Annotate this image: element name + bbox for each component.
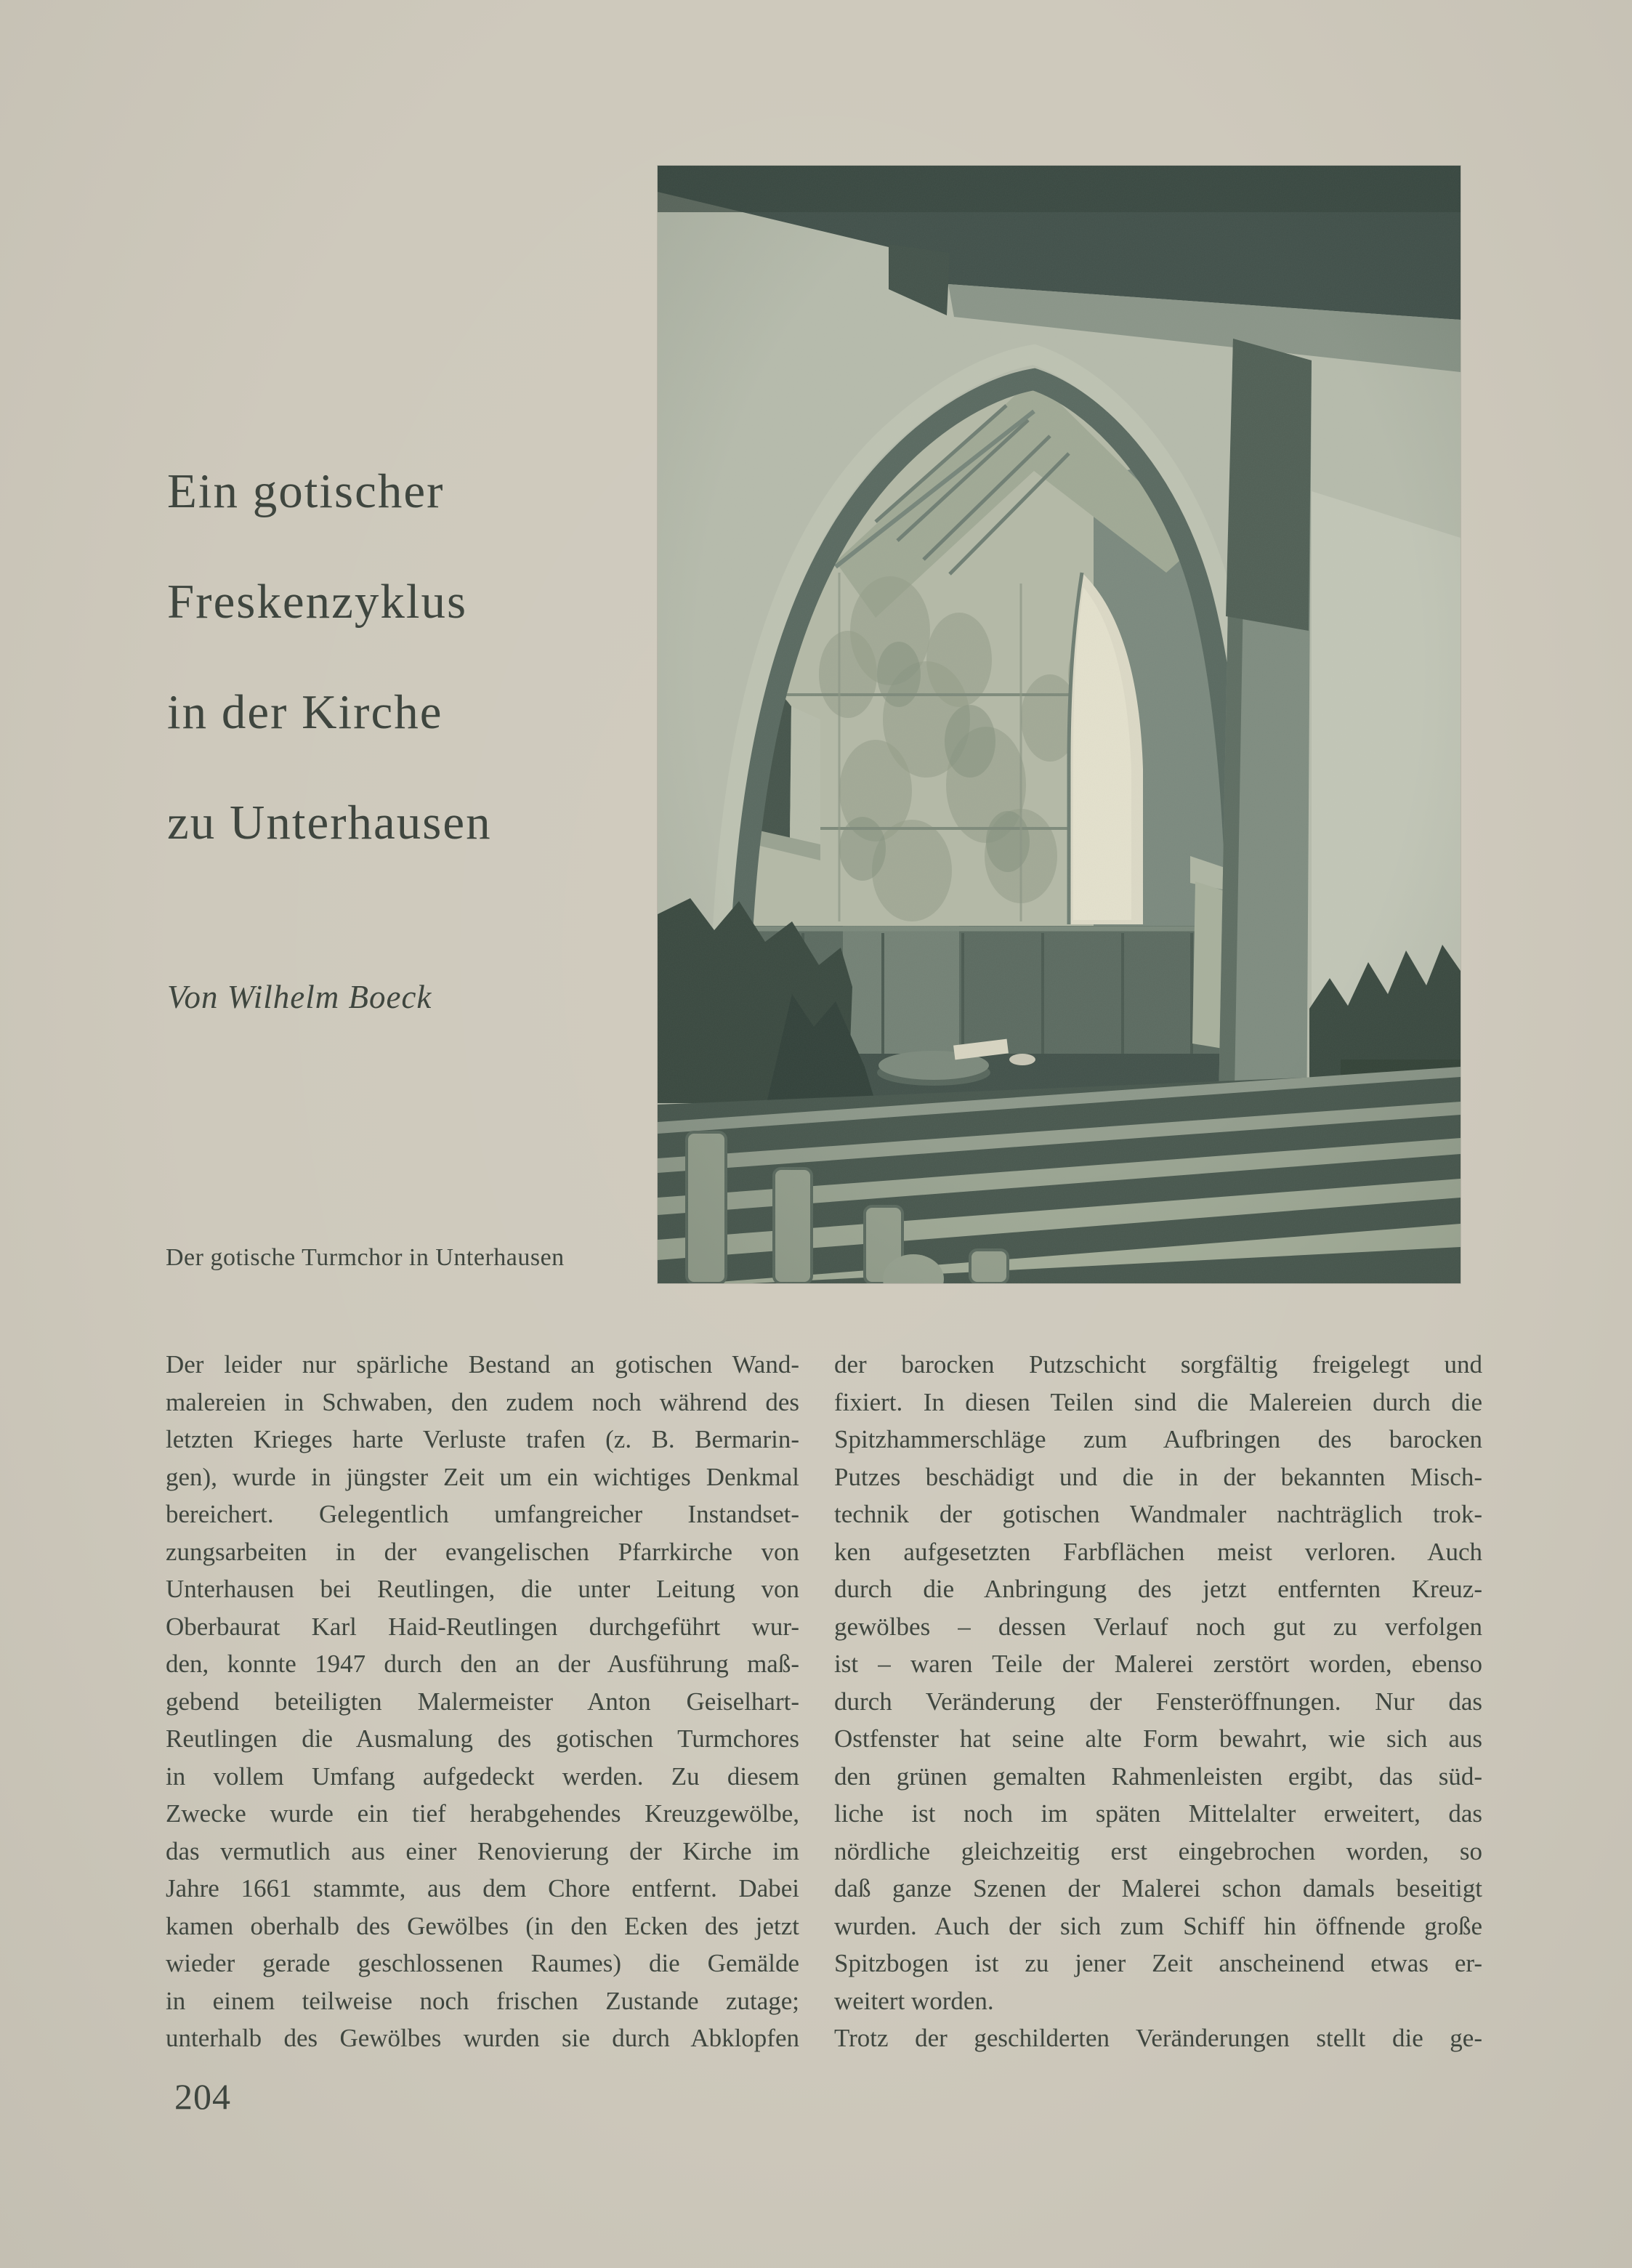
body-text-line: unterhalb des Gewölbes wurden sie durch Abklopfen [166, 2024, 799, 2052]
body-text-line: durch Veränderung der Fensteröffnungen. Nur das [834, 1687, 1482, 1716]
body-text-line: wurden. Auch der sich zum Schiff hin öffnende große [834, 1911, 1482, 1940]
body-text-line: Jahre 1661 stammte, aus dem Chore entfernt. Dabei [166, 1874, 799, 1902]
body-text-line: letzten Krieges harte Verluste trafen (z. B. Bermarin- [166, 1425, 799, 1453]
body-text-line: Der leider nur spärliche Bestand an gotischen Wand- [166, 1350, 799, 1379]
body-text-line: Trotz der geschilderten Veränderungen stellt die ge- [834, 2024, 1482, 2052]
body-text-line: Oberbaurat Karl Haid-Reutlingen durchgeführt wur- [166, 1612, 799, 1641]
body-text-line: in vollem Umfang aufgedeckt werden. Zu diesem [166, 1761, 799, 1791]
body-text-line: ist – waren Teile der Malerei zerstört worden, ebenso [834, 1650, 1482, 1678]
figure-caption: Der gotische Turmchor in Unterhausen [166, 1244, 565, 1271]
body-text-line: weitert worden. [834, 1986, 994, 2015]
title-line: in der Kirche [167, 685, 443, 739]
body-text-line: bereichert. Gelegentlich umfangreicher Instandset- [166, 1500, 799, 1528]
body-text-line: nördliche gleichzeitig erst eingebrochen worden, so [834, 1836, 1482, 1865]
body-text-line: Spitzhammerschläge zum Aufbringen des barocken [834, 1425, 1482, 1453]
body-text-line: Unterhausen bei Reutlingen, die unter Leitung von [166, 1575, 799, 1603]
body-text-line: wieder gerade geschlossenen Raumes) die Gemälde [166, 1949, 799, 1977]
body-text-line: gebend beteiligten Malermeister Anton Geiselhart- [166, 1687, 799, 1716]
body-text-line: in einem teilweise noch frischen Zustande zutage; [166, 1986, 799, 2015]
title-line: Freskenzyklus [167, 575, 468, 629]
photo-vignette [658, 166, 1461, 1283]
page-number: 204 [174, 2076, 231, 2117]
author-byline: Von Wilhelm Boeck [167, 979, 432, 1015]
body-text-line: kamen oberhalb des Gewölbes (in den Ecken des jetzt [166, 1911, 799, 1940]
title-line: Ein gotischer [167, 464, 445, 518]
body-text-line: technik der gotischen Wandmaler nachträglich trok- [834, 1500, 1482, 1528]
body-column-right [834, 1346, 1482, 2057]
body-text-line: zungsarbeiten in der evangelischen Pfarrkirche von [166, 1537, 799, 1566]
body-text-line: liche ist noch im späten Mittelalter erweitert, das [834, 1799, 1482, 1828]
body-text-line: den grünen gemalten Rahmenleisten ergibt, das süd- [834, 1761, 1482, 1791]
body-text-line: fixiert. In diesen Teilen sind die Malereien durch die [834, 1387, 1482, 1416]
body-text-line: gen), wurde in jüngster Zeit um ein wichtiges Denkmal [166, 1462, 799, 1491]
body-text-line: der barocken Putzschicht sorgfältig freigelegt und [834, 1350, 1482, 1379]
body-text-line: Zwecke wurde ein tief herabgehendes Kreuzgewölbe, [166, 1799, 799, 1828]
body-text-line: Putzes beschädigt und die in der bekannten Misch- [834, 1462, 1482, 1491]
body-text-line: Reutlingen die Ausmalung des gotischen Turmchores [166, 1724, 799, 1753]
title-line: zu Unterhausen [167, 796, 492, 850]
body-text-line: daß ganze Szenen der Malerei schon damals beseitigt [834, 1874, 1482, 1902]
body-text-line: ken aufgesetzten Farbflächen meist verloren. Auch [834, 1537, 1482, 1566]
body-text-line: das vermutlich aus einer Renovierung der Kirche im [166, 1836, 799, 1865]
body-text-line: Ostfenster hat seine alte Form bewahrt, wie sich aus [834, 1724, 1482, 1753]
body-text-line: durch die Anbringung des jetzt entfernten Kreuz- [834, 1575, 1482, 1603]
body-text-line: malereien in Schwaben, den zudem noch während des [166, 1387, 799, 1416]
body-text-line: gewölbes – dessen Verlauf noch gut zu verfolgen [834, 1612, 1482, 1641]
body-text-line: Spitzbogen ist zu jener Zeit anscheinend etwas er- [834, 1949, 1482, 1977]
body-text-line: den, konnte 1947 durch den an der Ausführung maß- [166, 1650, 799, 1678]
article-title [167, 436, 492, 878]
body-column-left [166, 1346, 799, 2057]
church-interior-photo [658, 166, 1461, 1283]
